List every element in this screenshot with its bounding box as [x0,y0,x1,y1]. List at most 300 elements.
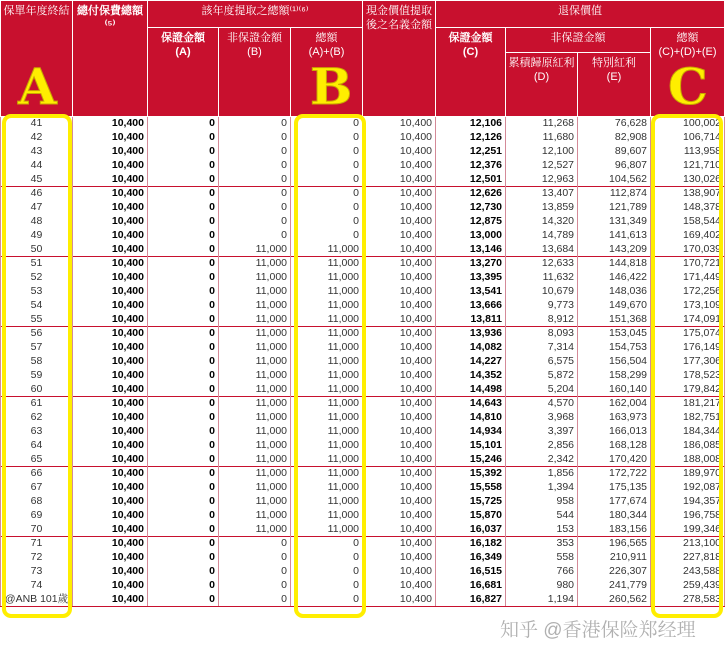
cell-special-bonus: 148,036 [578,285,651,299]
label-sub: (D) [533,71,550,83]
cell-total-premium: 10,400 [73,495,148,509]
cell-withdraw-guaranteed: 0 [148,327,219,341]
cell-withdraw-nonguaranteed: 0 [219,593,291,607]
cell-withdraw-nonguaranteed: 11,000 [219,369,291,383]
cell-withdraw-guaranteed: 0 [148,243,219,257]
table-row [1,215,725,229]
cell-surrender-guaranteed: 13,541 [436,285,506,299]
cell-surrender-guaranteed: 12,106 [436,117,506,131]
cell-withdraw-nonguaranteed: 11,000 [219,481,291,495]
table-row [1,383,725,397]
table-row [1,117,725,131]
label-sub: (A)+(B) [308,46,345,58]
label-sub: (B) [247,46,262,58]
cell-policy-year: 42 [1,131,73,145]
cell-surrender-total: 213,100 [651,537,725,551]
cell-reversionary-bonus: 3,397 [506,425,578,439]
cell-policy-year: 71 [1,537,73,551]
cell-surrender-guaranteed: 14,352 [436,369,506,383]
cell-withdraw-total: 11,000 [291,341,363,355]
cell-withdraw-guaranteed: 0 [148,271,219,285]
cell-reversionary-bonus: 6,575 [506,355,578,369]
cell-policy-year: 73 [1,565,73,579]
cell-withdraw-total: 11,000 [291,495,363,509]
cell-withdraw-total: 0 [291,131,363,145]
cell-nominal-amount: 10,400 [363,453,436,467]
cell-withdraw-total: 11,000 [291,369,363,383]
label-sub: (C)+(D)+(E) [658,46,717,58]
cell-special-bonus: 260,562 [578,593,651,607]
cell-special-bonus: 151,368 [578,313,651,327]
cell-surrender-total: 199,346 [651,523,725,537]
table-row [1,453,725,467]
cell-withdraw-nonguaranteed: 11,000 [219,383,291,397]
cell-policy-year: 53 [1,285,73,299]
cell-withdraw-total: 0 [291,229,363,243]
cell-surrender-total: 259,439 [651,579,725,593]
cell-withdraw-guaranteed: 0 [148,481,219,495]
cell-policy-year: 57 [1,341,73,355]
cell-total-premium: 10,400 [73,159,148,173]
cell-nominal-amount: 10,400 [363,355,436,369]
header-withdraw-guaranteed [148,28,219,117]
cell-total-premium: 10,400 [73,131,148,145]
cell-total-premium: 10,400 [73,467,148,481]
table-row [1,173,725,187]
cell-withdraw-nonguaranteed: 0 [219,117,291,131]
cell-withdraw-guaranteed: 0 [148,537,219,551]
cell-withdraw-total: 11,000 [291,411,363,425]
cell-policy-year: 66 [1,467,73,481]
cell-policy-year: 60 [1,383,73,397]
cell-total-premium: 10,400 [73,117,148,131]
cell-reversionary-bonus: 1,394 [506,481,578,495]
cell-surrender-total: 158,544 [651,215,725,229]
cell-withdraw-guaranteed: 0 [148,341,219,355]
cell-withdraw-nonguaranteed: 11,000 [219,327,291,341]
cell-special-bonus: 153,045 [578,327,651,341]
cell-withdraw-nonguaranteed: 11,000 [219,271,291,285]
cell-surrender-total: 172,256 [651,285,725,299]
label: 總額 [676,32,699,44]
cell-special-bonus: 177,674 [578,495,651,509]
cell-total-premium: 10,400 [73,565,148,579]
cell-withdraw-nonguaranteed: 11,000 [219,467,291,481]
cell-withdraw-nonguaranteed: 11,000 [219,313,291,327]
cell-surrender-guaranteed: 13,000 [436,229,506,243]
table-row [1,565,725,579]
cell-reversionary-bonus: 9,773 [506,299,578,313]
cell-nominal-amount: 10,400 [363,243,436,257]
cell-reversionary-bonus: 353 [506,537,578,551]
cell-reversionary-bonus: 4,570 [506,397,578,411]
table-row [1,201,725,215]
cell-withdraw-guaranteed: 0 [148,215,219,229]
cell-withdraw-nonguaranteed: 11,000 [219,523,291,537]
cell-surrender-guaranteed: 12,875 [436,215,506,229]
cell-surrender-guaranteed: 12,126 [436,131,506,145]
cell-policy-year: 65 [1,453,73,467]
cell-total-premium: 10,400 [73,397,148,411]
cell-special-bonus: 180,344 [578,509,651,523]
cell-withdraw-guaranteed: 0 [148,159,219,173]
cell-withdraw-guaranteed: 0 [148,201,219,215]
cell-reversionary-bonus: 958 [506,495,578,509]
table-row [1,537,725,551]
cell-surrender-guaranteed: 16,827 [436,593,506,607]
cell-total-premium: 10,400 [73,299,148,313]
table-row [1,579,725,593]
cell-nominal-amount: 10,400 [363,467,436,481]
cell-surrender-guaranteed: 15,101 [436,439,506,453]
cell-withdraw-total: 11,000 [291,453,363,467]
cell-total-premium: 10,400 [73,285,148,299]
header-total-premium: 總付保費總額⁽⁵⁾ [73,1,148,117]
label: 保證金額 [448,32,493,44]
label: 累積歸原紅利 [508,57,575,69]
cell-reversionary-bonus: 7,314 [506,341,578,355]
cell-surrender-guaranteed: 14,810 [436,411,506,425]
cell-surrender-total: 100,002 [651,117,725,131]
cell-reversionary-bonus: 153 [506,523,578,537]
table-row [1,327,725,341]
cell-surrender-total: 192,087 [651,481,725,495]
cell-withdraw-nonguaranteed: 11,000 [219,439,291,453]
cell-reversionary-bonus: 1,856 [506,467,578,481]
cell-total-premium: 10,400 [73,425,148,439]
cell-nominal-amount: 10,400 [363,593,436,607]
cell-special-bonus: 175,135 [578,481,651,495]
cell-nominal-amount: 10,400 [363,481,436,495]
cell-nominal-amount: 10,400 [363,327,436,341]
cell-surrender-total: 179,842 [651,383,725,397]
cell-withdraw-guaranteed: 0 [148,257,219,271]
cell-surrender-guaranteed: 14,934 [436,425,506,439]
annotation-letter-b: B [310,57,353,116]
header-surrender-guaranteed [436,28,506,117]
cell-withdraw-guaranteed: 0 [148,509,219,523]
cell-surrender-total: 186,085 [651,439,725,453]
cell-withdraw-nonguaranteed: 0 [219,229,291,243]
cell-policy-year: 45 [1,173,73,187]
cell-special-bonus: 172,722 [578,467,651,481]
cell-special-bonus: 168,128 [578,439,651,453]
cell-withdraw-nonguaranteed: 0 [219,173,291,187]
cell-nominal-amount: 10,400 [363,173,436,187]
cell-surrender-total: 121,710 [651,159,725,173]
cell-surrender-total: 170,721 [651,257,725,271]
cell-policy-year: @ANB 101歲 [1,593,73,607]
cell-withdraw-guaranteed: 0 [148,579,219,593]
cell-policy-year: 67 [1,481,73,495]
cell-total-premium: 10,400 [73,145,148,159]
header-reversionary-bonus [506,53,578,117]
table-row [1,131,725,145]
label: 總額 [315,32,338,44]
cell-withdraw-nonguaranteed: 11,000 [219,495,291,509]
cell-withdraw-nonguaranteed: 11,000 [219,285,291,299]
cell-special-bonus: 154,753 [578,341,651,355]
cell-policy-year: 56 [1,327,73,341]
cell-withdraw-nonguaranteed: 0 [219,215,291,229]
cell-surrender-guaranteed: 15,725 [436,495,506,509]
cell-withdraw-total: 11,000 [291,481,363,495]
cell-total-premium: 10,400 [73,383,148,397]
cell-nominal-amount: 10,400 [363,411,436,425]
cell-surrender-total: 194,357 [651,495,725,509]
cell-reversionary-bonus: 13,859 [506,201,578,215]
cell-withdraw-guaranteed: 0 [148,299,219,313]
cell-nominal-amount: 10,400 [363,579,436,593]
table-row [1,271,725,285]
cell-nominal-amount: 10,400 [363,201,436,215]
table-row [1,481,725,495]
cell-policy-year: 44 [1,159,73,173]
cell-surrender-total: 113,958 [651,145,725,159]
cell-surrender-guaranteed: 14,643 [436,397,506,411]
cell-nominal-amount: 10,400 [363,187,436,201]
cell-withdraw-guaranteed: 0 [148,369,219,383]
label-sub: (A) [175,46,191,58]
cell-surrender-total: 178,523 [651,369,725,383]
cell-surrender-guaranteed: 12,376 [436,159,506,173]
cell-surrender-total: 176,149 [651,341,725,355]
header-special-bonus [578,53,651,117]
table-header [1,1,725,117]
cell-policy-year: 62 [1,411,73,425]
cell-policy-year: 59 [1,369,73,383]
cell-withdraw-nonguaranteed: 0 [219,201,291,215]
cell-reversionary-bonus: 766 [506,565,578,579]
cell-withdraw-total: 0 [291,593,363,607]
table-row [1,551,725,565]
table-row [1,369,725,383]
cell-nominal-amount: 10,400 [363,425,436,439]
cell-special-bonus: 143,209 [578,243,651,257]
cell-withdraw-total: 0 [291,579,363,593]
cell-policy-year: 61 [1,397,73,411]
cell-withdraw-nonguaranteed: 11,000 [219,397,291,411]
cell-special-bonus: 112,874 [578,187,651,201]
cell-special-bonus: 82,908 [578,131,651,145]
cell-surrender-guaranteed: 13,811 [436,313,506,327]
cell-policy-year: 50 [1,243,73,257]
cell-total-premium: 10,400 [73,537,148,551]
cell-total-premium: 10,400 [73,341,148,355]
cell-reversionary-bonus: 12,633 [506,257,578,271]
table-row [1,523,725,537]
cell-special-bonus: 121,789 [578,201,651,215]
cell-special-bonus: 104,562 [578,173,651,187]
cell-nominal-amount: 10,400 [363,341,436,355]
cell-withdraw-nonguaranteed: 0 [219,579,291,593]
table-row [1,243,725,257]
cell-surrender-total: 177,306 [651,355,725,369]
cell-withdraw-total: 0 [291,537,363,551]
cell-withdraw-total: 0 [291,145,363,159]
cell-withdraw-total: 11,000 [291,425,363,439]
cell-nominal-amount: 10,400 [363,523,436,537]
cell-special-bonus: 162,004 [578,397,651,411]
table-row [1,425,725,439]
cell-withdraw-guaranteed: 0 [148,355,219,369]
cell-nominal-amount: 10,400 [363,145,436,159]
cell-withdraw-guaranteed: 0 [148,397,219,411]
table-row [1,411,725,425]
cell-withdraw-nonguaranteed: 0 [219,565,291,579]
cell-total-premium: 10,400 [73,481,148,495]
cell-special-bonus: 226,307 [578,565,651,579]
cell-withdraw-nonguaranteed: 11,000 [219,257,291,271]
cell-withdraw-total: 0 [291,117,363,131]
table-row [1,439,725,453]
cell-special-bonus: 89,607 [578,145,651,159]
cell-withdraw-total: 11,000 [291,523,363,537]
cell-policy-year: 46 [1,187,73,201]
cell-nominal-amount: 10,400 [363,257,436,271]
cell-reversionary-bonus: 8,093 [506,327,578,341]
cell-withdraw-total: 11,000 [291,257,363,271]
cell-surrender-guaranteed: 16,182 [436,537,506,551]
cell-surrender-guaranteed: 14,082 [436,341,506,355]
cell-surrender-total: 174,091 [651,313,725,327]
cell-policy-year: 41 [1,117,73,131]
cell-policy-year: 58 [1,355,73,369]
watermark: 知乎 @香港保险郑经理 [500,620,696,641]
cell-reversionary-bonus: 11,680 [506,131,578,145]
header-surrender-total [651,28,725,117]
cell-surrender-guaranteed: 13,146 [436,243,506,257]
cell-total-premium: 10,400 [73,523,148,537]
header-policy-year: 保單年度終結 [1,1,73,117]
cell-reversionary-bonus: 13,684 [506,243,578,257]
cell-total-premium: 10,400 [73,509,148,523]
cell-special-bonus: 196,565 [578,537,651,551]
cell-nominal-amount: 10,400 [363,215,436,229]
cell-withdraw-guaranteed: 0 [148,467,219,481]
cell-surrender-total: 175,074 [651,327,725,341]
cell-total-premium: 10,400 [73,453,148,467]
cell-surrender-total: 189,970 [651,467,725,481]
cell-surrender-guaranteed: 13,666 [436,299,506,313]
cell-surrender-total: 196,758 [651,509,725,523]
cell-withdraw-guaranteed: 0 [148,523,219,537]
cell-surrender-guaranteed: 16,681 [436,579,506,593]
cell-surrender-guaranteed: 12,251 [436,145,506,159]
cell-withdraw-guaranteed: 0 [148,117,219,131]
cell-surrender-guaranteed: 14,227 [436,355,506,369]
cell-surrender-guaranteed: 13,936 [436,327,506,341]
cell-withdraw-nonguaranteed: 11,000 [219,411,291,425]
cell-surrender-total: 106,714 [651,131,725,145]
table-row [1,159,725,173]
cell-nominal-amount: 10,400 [363,495,436,509]
cell-withdraw-total: 11,000 [291,355,363,369]
cell-nominal-amount: 10,400 [363,271,436,285]
cell-total-premium: 10,400 [73,355,148,369]
table-row [1,229,725,243]
cell-nominal-amount: 10,400 [363,509,436,523]
cell-withdraw-guaranteed: 0 [148,313,219,327]
header-withdrawal-group: 該年度提取之總額⁽¹⁾⁽⁶⁾ [148,1,363,28]
cell-policy-year: 48 [1,215,73,229]
cell-policy-year: 72 [1,551,73,565]
table-body [1,117,725,607]
cell-reversionary-bonus: 2,856 [506,439,578,453]
cell-policy-year: 69 [1,509,73,523]
cell-total-premium: 10,400 [73,201,148,215]
cell-total-premium: 10,400 [73,215,148,229]
cell-reversionary-bonus: 3,968 [506,411,578,425]
cell-nominal-amount: 10,400 [363,159,436,173]
annotation-letter-a: A [18,57,57,116]
cell-nominal-amount: 10,400 [363,537,436,551]
label-sub: (E) [606,71,622,83]
cell-special-bonus: 158,299 [578,369,651,383]
cell-withdraw-guaranteed: 0 [148,411,219,425]
cell-withdraw-guaranteed: 0 [148,425,219,439]
cell-surrender-guaranteed: 12,501 [436,173,506,187]
cell-reversionary-bonus: 11,268 [506,117,578,131]
cell-withdraw-total: 11,000 [291,327,363,341]
table-row [1,593,725,607]
cell-surrender-total: 148,378 [651,201,725,215]
header-withdraw-total [291,28,363,117]
cell-withdraw-nonguaranteed: 11,000 [219,425,291,439]
cell-reversionary-bonus: 1,194 [506,593,578,607]
cell-reversionary-bonus: 5,872 [506,369,578,383]
table-row [1,467,725,481]
cell-total-premium: 10,400 [73,229,148,243]
cell-withdraw-nonguaranteed: 0 [219,159,291,173]
cell-withdraw-total: 11,000 [291,467,363,481]
table-row [1,509,725,523]
cell-special-bonus: 141,613 [578,229,651,243]
table-row [1,145,725,159]
cell-withdraw-nonguaranteed: 11,000 [219,299,291,313]
cell-withdraw-total: 0 [291,215,363,229]
cell-special-bonus: 144,818 [578,257,651,271]
cell-withdraw-total: 11,000 [291,299,363,313]
cell-surrender-guaranteed: 12,626 [436,187,506,201]
annotation-letter-c: C [668,57,708,116]
cell-total-premium: 10,400 [73,257,148,271]
cell-policy-year: 47 [1,201,73,215]
cell-nominal-amount: 10,400 [363,565,436,579]
cell-surrender-total: 173,109 [651,299,725,313]
cell-withdraw-total: 11,000 [291,313,363,327]
header-surrender-nonguaranteed: 非保證金額 [506,28,651,53]
cell-total-premium: 10,400 [73,313,148,327]
cell-policy-year: 49 [1,229,73,243]
cell-reversionary-bonus: 12,527 [506,159,578,173]
cell-nominal-amount: 10,400 [363,299,436,313]
table-row [1,257,725,271]
cell-surrender-guaranteed: 15,870 [436,509,506,523]
cell-withdraw-guaranteed: 0 [148,383,219,397]
cell-special-bonus: 210,911 [578,551,651,565]
cell-nominal-amount: 10,400 [363,131,436,145]
cell-nominal-amount: 10,400 [363,439,436,453]
cell-withdraw-guaranteed: 0 [148,173,219,187]
cell-total-premium: 10,400 [73,593,148,607]
cell-reversionary-bonus: 8,912 [506,313,578,327]
cell-withdraw-guaranteed: 0 [148,145,219,159]
cell-withdraw-nonguaranteed: 0 [219,131,291,145]
cell-policy-year: 64 [1,439,73,453]
cell-surrender-guaranteed: 13,270 [436,257,506,271]
cell-reversionary-bonus: 12,100 [506,145,578,159]
